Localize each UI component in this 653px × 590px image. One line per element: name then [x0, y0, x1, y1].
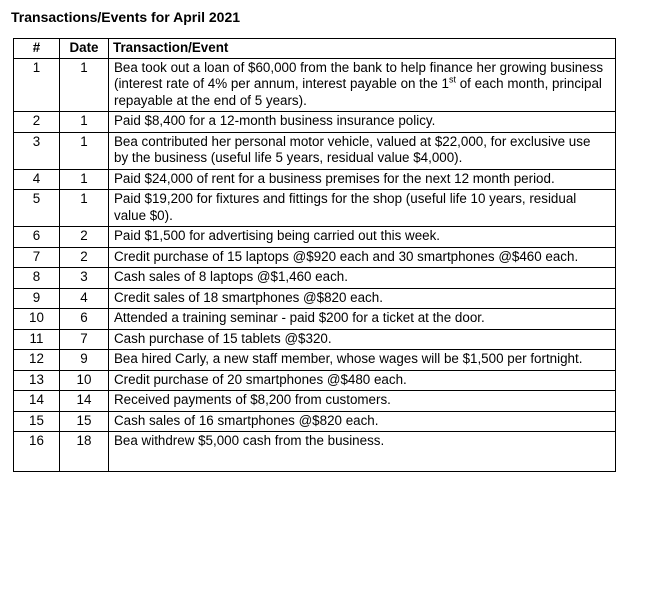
- row-date: 7: [60, 329, 109, 350]
- row-number: 2: [14, 112, 60, 133]
- row-number: 13: [14, 370, 60, 391]
- table-row: [14, 309, 616, 330]
- table-row: [14, 329, 616, 350]
- row-number: 12: [14, 350, 60, 371]
- row-number: 4: [14, 169, 60, 190]
- row-event: [109, 58, 616, 112]
- row-date: 1: [60, 132, 109, 169]
- table-row: [14, 432, 616, 472]
- row-number: 1: [14, 58, 60, 112]
- row-event: Bea hired Carly, a new staff member, whose wages will be $1,500 per fortnight.: [109, 350, 616, 371]
- table-row: [14, 190, 616, 227]
- row-date: 4: [60, 288, 109, 309]
- document-title: Transactions/Events for April 2021: [11, 9, 241, 25]
- row-event-text: Bea took out a loan of $60,000 from the bank to help finance her growing business (interest rate of 4% per annum, interest payable on the 1: [114, 59, 604, 91]
- row-date: 2: [60, 247, 109, 268]
- row-number: 6: [14, 227, 60, 248]
- row-number: 8: [14, 268, 60, 289]
- row-event: Cash sales of 16 smartphones @$820 each.: [109, 411, 616, 432]
- row-event: Cash purchase of 15 tablets @$320.: [109, 329, 616, 350]
- header-transaction-event: Transaction/Event: [109, 39, 616, 59]
- table-row: [14, 227, 616, 248]
- row-date: 15: [60, 411, 109, 432]
- table-row: [14, 411, 616, 432]
- row-date: 10: [60, 370, 109, 391]
- table-row: [14, 288, 616, 309]
- row-date: 14: [60, 391, 109, 412]
- table-row: [14, 268, 616, 289]
- row-number: 7: [14, 247, 60, 268]
- row-date: 18: [60, 432, 109, 472]
- row-event: Credit purchase of 15 laptops @$920 each and 30 smartphones @$460 each.: [109, 247, 616, 268]
- row-number: 5: [14, 190, 60, 227]
- row-event: Credit sales of 18 smartphones @$820 each.: [109, 288, 616, 309]
- row-event: Paid $1,500 for advertising being carried out this week.: [109, 227, 616, 248]
- row-number: 9: [14, 288, 60, 309]
- row-event: Paid $8,400 for a 12-month business insurance policy.: [109, 112, 616, 133]
- row-number: 15: [14, 411, 60, 432]
- row-event: Bea contributed her personal motor vehicle, valued at $22,000, for exclusive use by the business (useful life 5 years, residual value $4,000).: [109, 132, 616, 169]
- row-date: 9: [60, 350, 109, 371]
- table-row: [14, 391, 616, 412]
- row-event: Credit purchase of 20 smartphones @$480 each.: [109, 370, 616, 391]
- table-row: [14, 350, 616, 371]
- row-event-text-end: of each month, principal repayable at the end of 5 years).: [114, 76, 602, 108]
- transactions-table: [13, 38, 616, 472]
- row-date: 2: [60, 227, 109, 248]
- row-number: 10: [14, 309, 60, 330]
- row-date: 1: [60, 169, 109, 190]
- row-date: 3: [60, 268, 109, 289]
- row-date: 1: [60, 190, 109, 227]
- row-number: 3: [14, 132, 60, 169]
- row-date: 6: [60, 309, 109, 330]
- row-number: 16: [14, 432, 60, 472]
- row-event: Cash sales of 8 laptops @$1,460 each.: [109, 268, 616, 289]
- row-event: Attended a training seminar - paid $200 for a ticket at the door.: [109, 309, 616, 330]
- table-header-row: [14, 39, 616, 59]
- table-row: [14, 58, 616, 112]
- header-number: #: [14, 39, 60, 59]
- table-row: [14, 132, 616, 169]
- row-date: 1: [60, 112, 109, 133]
- table-row: [14, 247, 616, 268]
- row-event: Paid $19,200 for fixtures and fittings for the shop (useful life 10 years, residual value $0).: [109, 190, 616, 227]
- table-row: [14, 169, 616, 190]
- row-date: 1: [60, 58, 109, 112]
- row-event: Received payments of $8,200 from customers.: [109, 391, 616, 412]
- ordinal-suffix: st: [448, 74, 456, 85]
- table-row: [14, 112, 616, 133]
- table-row: [14, 370, 616, 391]
- row-event: Bea withdrew $5,000 cash from the business.: [109, 432, 616, 472]
- header-date: Date: [60, 39, 109, 59]
- row-number: 14: [14, 391, 60, 412]
- row-number: 11: [14, 329, 60, 350]
- row-event: Paid $24,000 of rent for a business premises for the next 12 month period.: [109, 169, 616, 190]
